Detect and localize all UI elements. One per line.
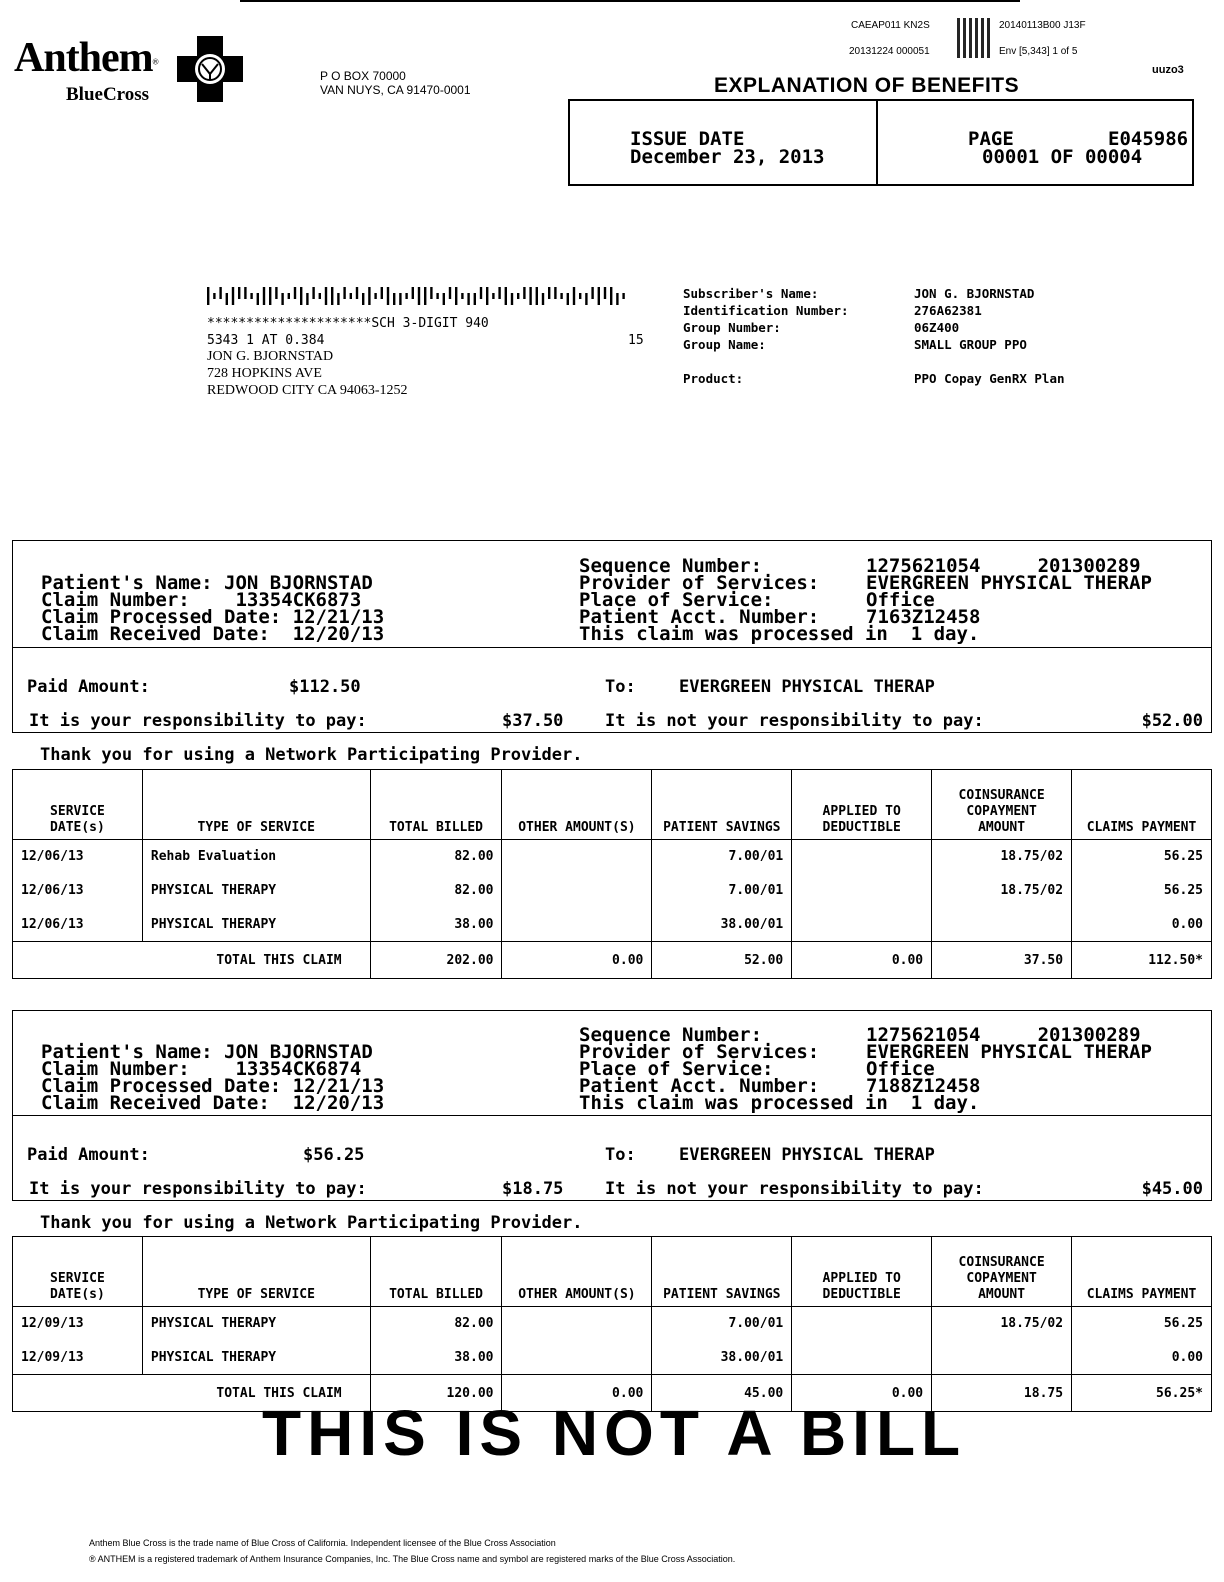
- claim-1-provider: EVERGREEN PHYSICAL THERAP: [866, 572, 1152, 594]
- barcode-bar: [362, 293, 364, 305]
- barcode-bar: [622, 293, 624, 299]
- subscriber-values: [914, 285, 1065, 387]
- table-row: [13, 1341, 1212, 1375]
- barcode-bar: [492, 293, 494, 299]
- barcode-bar: [300, 287, 302, 305]
- barcode-bar: [263, 287, 265, 305]
- subscriber-name: JON G. BJORNSTAD: [914, 286, 1035, 301]
- cell-payment: 0.00: [1072, 908, 1212, 942]
- claim-2-patient: JON BJORNSTAD: [224, 1041, 373, 1063]
- postal-barcode: [207, 287, 630, 305]
- barcode-bar: [604, 287, 606, 299]
- recipient-name: JON G. BJORNSTAD: [207, 349, 334, 364]
- claim-2-labels-right: Sequence Number: Provider of Services: Place of Service: Patient Acct. Number:: [579, 1024, 820, 1097]
- column-header-deductible: APPLIED TO DEDUCTIBLE: [792, 770, 932, 840]
- claim-2-place: Office: [866, 1058, 935, 1080]
- claim-2-notresp-label: It is not your responsibility to pay:: [605, 1179, 984, 1199]
- barcode-bar: [461, 293, 463, 299]
- barcode-bar: [436, 293, 438, 299]
- page-label: PAGE: [968, 128, 1014, 150]
- footer-line-1: Anthem Blue Cross is the trade name of Blue Cross of California. Independent licensee of the Blue Cross Association: [89, 1538, 556, 1548]
- claim-1-paid-amount: $112.50: [289, 677, 361, 697]
- claim-2-payment-box: [12, 1115, 1212, 1201]
- blue-cross-icon: [175, 34, 245, 104]
- group-number: 06Z400: [914, 320, 960, 335]
- claim-2-account: 7188Z12458: [866, 1075, 981, 1097]
- logo-subtitle: BlueCross: [66, 84, 150, 105]
- barcode-bar: [219, 287, 221, 299]
- barcode-bar: [381, 287, 383, 299]
- barcode-bar: [573, 287, 575, 305]
- cell-savings: 7.00/01: [652, 874, 792, 908]
- barcode-bar: [387, 287, 389, 305]
- page-code: E045986: [1108, 128, 1189, 150]
- cell-deductible: [792, 1307, 932, 1341]
- doc-code-2a: 20131224 000051: [849, 46, 930, 57]
- mail-route-number: 15: [628, 333, 644, 348]
- qr-code-icon: [957, 18, 991, 58]
- barcode-bar: [374, 293, 376, 299]
- total-savings: 45.00: [652, 1375, 792, 1412]
- group-number-label: Group Number:: [683, 320, 781, 335]
- id-number: 276A62381: [914, 303, 982, 318]
- claim-1-patient: JON BJORNSTAD: [224, 572, 373, 594]
- cell-coins: 18.75/02: [932, 874, 1072, 908]
- barcode-bar: [412, 287, 414, 299]
- cell-deductible: [792, 840, 932, 874]
- cell-type: PHYSICAL THERAPY: [142, 1307, 370, 1341]
- barcode-bar: [306, 293, 308, 305]
- claim-2-processed: 12/21/13: [292, 1075, 385, 1097]
- barcode-bar: [449, 287, 451, 299]
- barcode-bar: [331, 287, 333, 305]
- column-header-billed: TOTAL BILLED: [370, 1237, 502, 1307]
- total-payment: 112.50*: [1072, 942, 1212, 979]
- subscriber-name-label: Subscriber's Name:: [683, 286, 819, 301]
- recipient-city: REDWOOD CITY CA 94063-1252: [207, 383, 408, 398]
- column-header-savings: PATIENT SAVINGS: [652, 770, 792, 840]
- barcode-bar: [257, 293, 259, 305]
- subscriber-labels: [683, 285, 849, 387]
- cell-savings: 7.00/01: [652, 1307, 792, 1341]
- cell-other: [502, 1307, 652, 1341]
- barcode-bar: [275, 287, 277, 299]
- claim-2-number: 13354CK6874: [235, 1058, 362, 1080]
- column-header-date: SERVICE DATE(s): [13, 770, 143, 840]
- recipient-street: 728 HOPKINS AVE: [207, 366, 322, 381]
- barcode-bar: [498, 287, 500, 299]
- claim-2-notresp-amount: $45.00: [1141, 1179, 1203, 1199]
- mail-route-line: 5343 1 AT 0.384: [207, 333, 325, 348]
- barcode-bar: [393, 293, 395, 305]
- claim-1-labels-right: Sequence Number: Provider of Services: Place of Service: Patient Acct. Number:: [579, 555, 820, 628]
- column-header-savings: PATIENT SAVINGS: [652, 1237, 792, 1307]
- claim-1-to-label: To:: [605, 677, 636, 697]
- barcode-bar: [288, 293, 290, 299]
- total-other: 0.00: [502, 1375, 652, 1412]
- barcode-bar: [418, 287, 420, 305]
- barcode-bar: [238, 287, 240, 299]
- column-header-billed: TOTAL BILLED: [370, 770, 502, 840]
- cell-deductible: [792, 874, 932, 908]
- barcode-bar: [312, 287, 314, 299]
- cell-date: 12/06/13: [13, 908, 143, 942]
- issue-date: December 23, 2013: [630, 146, 825, 168]
- claim-2-received: 12/20/13: [292, 1092, 385, 1114]
- total-payment: 56.25*: [1072, 1375, 1212, 1412]
- total-row: [13, 942, 1212, 979]
- barcode-bar: [207, 287, 209, 305]
- barcode-bar: [250, 293, 252, 299]
- claim-2-values-right: [866, 1024, 1152, 1097]
- claim-2-sequence-2: 201300289: [1037, 1024, 1141, 1046]
- claim-1-place: Office: [866, 589, 935, 611]
- cell-payment: 56.25: [1072, 840, 1212, 874]
- cell-savings: 7.00/01: [652, 840, 792, 874]
- cell-billed: 38.00: [370, 908, 502, 942]
- claim-1-values-right: [866, 555, 1152, 628]
- claim-1-resp-amount: $37.50: [502, 711, 564, 731]
- barcode-bar: [610, 287, 612, 305]
- barcode-bar: [337, 293, 339, 305]
- claim-2-resp-amount: $18.75: [502, 1179, 564, 1199]
- barcode-bar: [226, 293, 228, 305]
- corner-code: uuzo3: [1152, 64, 1184, 76]
- total-deductible: 0.00: [792, 942, 932, 979]
- cell-coins: [932, 1341, 1072, 1375]
- product-name: PPO Copay GenRX Plan: [914, 371, 1065, 386]
- column-header-other: OTHER AMOUNT(S): [502, 1237, 652, 1307]
- claim-2-payee: EVERGREEN PHYSICAL THERAP: [679, 1145, 935, 1165]
- not-a-bill-stamp: THIS IS NOT A BILL: [262, 1397, 967, 1469]
- barcode-bar: [542, 293, 544, 305]
- logo-wordmark: Anthem: [14, 35, 153, 81]
- barcode-bar: [548, 287, 550, 299]
- barcode-bar: [213, 293, 215, 299]
- claim-2-paid-amount: $56.25: [303, 1145, 365, 1165]
- cell-type: PHYSICAL THERAPY: [142, 874, 370, 908]
- column-header-payment: CLAIMS PAYMENT: [1072, 1237, 1212, 1307]
- mail-sort-line: *********************SCH 3-DIGIT 940: [207, 316, 489, 331]
- claim-2-processed-in: This claim was processed in 1 day.: [579, 1092, 980, 1114]
- cell-date: 12/09/13: [13, 1307, 143, 1341]
- barcode-bar: [517, 293, 519, 299]
- cell-other: [502, 874, 652, 908]
- barcode-bar: [269, 287, 271, 305]
- column-header-type: TYPE OF SERVICE: [142, 770, 370, 840]
- total-coins: 37.50: [932, 942, 1072, 979]
- barcode-bar: [443, 293, 445, 305]
- cell-deductible: [792, 1341, 932, 1375]
- claim-1-payee: EVERGREEN PHYSICAL THERAP: [679, 677, 935, 697]
- doc-code-2b: Env [5,343] 1 of 5: [999, 46, 1078, 57]
- cell-billed: 82.00: [370, 874, 502, 908]
- claim-1-account: 7163Z12458: [866, 606, 981, 628]
- barcode-bar: [350, 293, 352, 299]
- doc-code-1b: 20140113B00 J13F: [999, 20, 1086, 31]
- barcode-bar: [405, 293, 407, 299]
- product-label: Product:: [683, 371, 744, 386]
- claim-2-header: [12, 1010, 1212, 1116]
- cell-payment: 0.00: [1072, 1341, 1212, 1375]
- barcode-bar: [554, 287, 556, 299]
- footer-line-2: ® ANTHEM is a registered trademark of Anthem Insurance Companies, Inc. The Blue Cross name and symbol are registered marks of the Blue Cross Association.: [89, 1554, 736, 1564]
- total-deductible: 0.00: [792, 1375, 932, 1412]
- cell-type: Rehab Evaluation: [142, 840, 370, 874]
- claim-2-provider: EVERGREEN PHYSICAL THERAP: [866, 1041, 1152, 1063]
- doc-code-1a: CAEAP011 KN2S: [851, 20, 930, 31]
- table-row: [13, 840, 1212, 874]
- claim-1-processed: 12/21/13: [292, 606, 385, 628]
- cell-date: 12/06/13: [13, 874, 143, 908]
- barcode-bar: [455, 287, 457, 305]
- cell-savings: 38.00/01: [652, 908, 792, 942]
- total-billed: 202.00: [370, 942, 502, 979]
- id-number-label: Identification Number:: [683, 303, 849, 318]
- barcode-bar: [294, 287, 296, 299]
- cell-other: [502, 840, 652, 874]
- barcode-bar: [486, 287, 488, 305]
- cell-deductible: [792, 908, 932, 942]
- column-header-date: SERVICE DATE(s): [13, 1237, 143, 1307]
- barcode-bar: [598, 287, 600, 305]
- claim-1-thanks: Thank you for using a Network Participating Provider.: [40, 745, 583, 765]
- claim-2-sequence: 1275621054: [866, 1024, 981, 1046]
- return-address: [320, 69, 471, 97]
- issue-date-label: ISSUE DATE: [630, 128, 745, 150]
- barcode-bar: [325, 287, 327, 305]
- claim-1-processed-in: This claim was processed in 1 day.: [579, 623, 980, 645]
- barcode-bar: [567, 293, 569, 305]
- total-label: TOTAL THIS CLAIM: [13, 1375, 371, 1412]
- column-header-other: OTHER AMOUNT(S): [502, 770, 652, 840]
- claim-1-header: [12, 540, 1212, 648]
- cell-coins: 18.75/02: [932, 1307, 1072, 1341]
- total-other: 0.00: [502, 942, 652, 979]
- barcode-bar: [319, 293, 321, 299]
- barcode-bar: [474, 293, 476, 305]
- column-header-type: TYPE OF SERVICE: [142, 1237, 370, 1307]
- cell-other: [502, 1341, 652, 1375]
- group-name-label: Group Name:: [683, 337, 766, 352]
- barcode-bar: [399, 293, 401, 305]
- po-line-2: VAN NUYS, CA 91470-0001: [320, 83, 471, 97]
- claim-2-service-table: [12, 1236, 1212, 1412]
- anthem-logo: Anthem® BlueCross: [14, 35, 159, 105]
- issue-date-box: [568, 99, 1194, 186]
- barcode-bar: [616, 293, 618, 305]
- cell-billed: 82.00: [370, 840, 502, 874]
- claim-2-left: Patient's Name: JON BJORNSTAD Claim Number: 13354CK6874 Claim Processed Date: 12/21/13 Claim Received Date: 12/20/13: [41, 1041, 385, 1114]
- barcode-bar: [523, 287, 525, 299]
- barcode-bar: [560, 293, 562, 299]
- cell-other: [502, 908, 652, 942]
- claim-2-paid-label: Paid Amount:: [27, 1145, 150, 1165]
- total-savings: 52.00: [652, 942, 792, 979]
- barcode-bar: [356, 287, 358, 299]
- claim-1-notresp-amount: $52.00: [1141, 711, 1203, 731]
- barcode-bar: [579, 293, 581, 299]
- table-header-row: [13, 1237, 1212, 1307]
- cell-billed: 82.00: [370, 1307, 502, 1341]
- cell-coins: 18.75/02: [932, 840, 1072, 874]
- cell-savings: 38.00/01: [652, 1341, 792, 1375]
- claim-1-sequence: 1275621054: [866, 555, 981, 577]
- cell-date: 12/06/13: [13, 840, 143, 874]
- claim-1-left: Patient's Name: JON BJORNSTAD Claim Number: 13354CK6873 Claim Processed Date: 12/21/13 Claim Received Date: 12/20/13: [41, 572, 385, 645]
- column-header-deductible: APPLIED TO DEDUCTIBLE: [792, 1237, 932, 1307]
- cell-coins: [932, 908, 1072, 942]
- claim-2-to-label: To:: [605, 1145, 636, 1165]
- claim-1-sequence-2: 201300289: [1037, 555, 1141, 577]
- page-title: EXPLANATION OF BENEFITS: [714, 74, 1020, 97]
- po-line-1: P O BOX 70000: [320, 69, 406, 83]
- cell-payment: 56.25: [1072, 1307, 1212, 1341]
- total-billed: 120.00: [370, 1375, 502, 1412]
- column-header-coins: COINSURANCE COPAYMENT AMOUNT: [932, 770, 1072, 840]
- barcode-bar: [536, 287, 538, 305]
- barcode-bar: [430, 287, 432, 299]
- barcode-bar: [232, 287, 234, 305]
- column-header-payment: CLAIMS PAYMENT: [1072, 770, 1212, 840]
- claim-1-payment-box: [12, 647, 1212, 733]
- barcode-bar: [281, 293, 283, 305]
- claim-1-paid-label: Paid Amount:: [27, 677, 150, 697]
- total-label: TOTAL THIS CLAIM: [13, 942, 371, 979]
- table-row: [13, 874, 1212, 908]
- barcode-bar: [368, 287, 370, 305]
- barcode-bar: [511, 293, 513, 305]
- table-row: [13, 908, 1212, 942]
- cell-payment: 56.25: [1072, 874, 1212, 908]
- total-coins: 18.75: [932, 1375, 1072, 1412]
- claim-1-notresp-label: It is not your responsibility to pay:: [605, 711, 984, 731]
- claim-1-resp-label: It is your responsibility to pay:: [29, 711, 367, 731]
- barcode-bar: [480, 287, 482, 299]
- barcode-bar: [505, 287, 507, 305]
- top-rule: [240, 0, 1020, 2]
- barcode-bar: [585, 293, 587, 305]
- barcode-bar: [591, 287, 593, 299]
- table-header-row: [13, 770, 1212, 840]
- cell-billed: 38.00: [370, 1341, 502, 1375]
- barcode-bar: [244, 287, 246, 299]
- cell-type: PHYSICAL THERAPY: [142, 1341, 370, 1375]
- claim-2-thanks: Thank you for using a Network Participating Provider.: [40, 1213, 583, 1233]
- group-name: SMALL GROUP PPO: [914, 337, 1027, 352]
- barcode-bar: [424, 287, 426, 305]
- cell-date: 12/09/13: [13, 1341, 143, 1375]
- claim-1-number: 13354CK6873: [235, 589, 362, 611]
- claim-1-received: 12/20/13: [292, 623, 385, 645]
- barcode-bar: [467, 293, 469, 305]
- column-header-coins: COINSURANCE COPAYMENT AMOUNT: [932, 1237, 1072, 1307]
- barcode-bar: [529, 287, 531, 305]
- barcode-bar: [343, 287, 345, 299]
- claim-2-resp-label: It is your responsibility to pay:: [29, 1179, 367, 1199]
- claim-1-service-table: [12, 769, 1212, 979]
- cell-type: PHYSICAL THERAPY: [142, 908, 370, 942]
- page-number: 00001 OF 00004: [982, 146, 1143, 168]
- table-row: [13, 1307, 1212, 1341]
